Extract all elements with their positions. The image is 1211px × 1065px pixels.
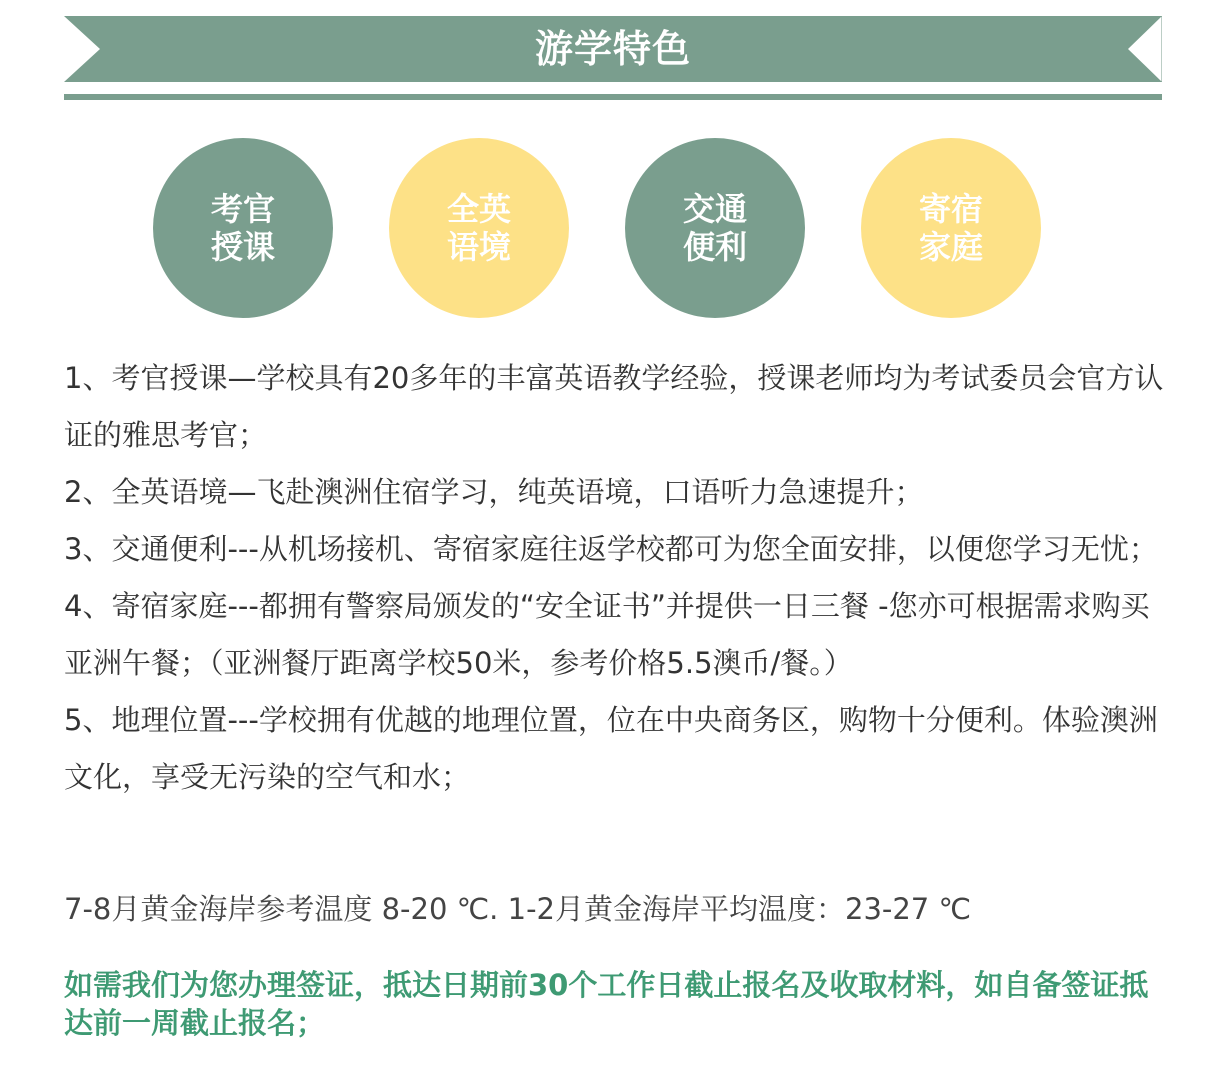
feature-circle-homestay (861, 138, 1041, 318)
paragraph-transport: 3、交通便利---从机场接机、寄宿家庭往返学校都可为您全面安排，以便您学习无忧； (64, 532, 1158, 566)
feature-label-line1: 寄宿 (918, 190, 983, 228)
paragraph-homestay: 4、寄宿家庭---都拥有警察局颁发的“安全证书”并提供一日三餐 -您亦可根据需求购买亚洲午餐；（亚洲餐厅距离学校50米，参考价格5.5澳币/餐。） (64, 589, 1150, 680)
section-title: 游学特色 (534, 27, 691, 71)
feature-label-line2: 家庭 (918, 228, 983, 266)
section-banner (64, 16, 1162, 82)
feature-label-line1: 全英 (446, 190, 511, 228)
feature-label-line1: 考官 (210, 190, 275, 228)
feature-circle-examiner (153, 138, 333, 318)
temperature-info: 7-8月黄金海岸参考温度 8-20 ℃. 1-2月黄金海岸平均温度：23-27 ℃ (64, 892, 972, 926)
feature-description-list (64, 350, 1174, 806)
visa-notice: 如需我们为您办理签证，抵达日期前30个工作日截止报名及收取材料，如自备签证抵达前一周截止报名； (64, 968, 1149, 1040)
feature-label-line2: 语境 (446, 228, 511, 266)
paragraph-examiner: 1、考官授课—学校具有20多年的丰富英语教学经验，授课老师均为考试委员会官方认证的雅思考官； (64, 361, 1164, 452)
feature-label-line2: 便利 (682, 228, 747, 266)
feature-label-line2: 授课 (210, 228, 275, 266)
feature-circle-transport (625, 138, 805, 318)
banner-divider (64, 94, 1162, 100)
paragraph-english: 2、全英语境—飞赴澳洲住宿学习，纯英语境，口语听力急速提升； (64, 475, 924, 509)
feature-label-line1: 交通 (682, 190, 747, 228)
feature-circle-english (389, 138, 569, 318)
paragraph-location: 5、地理位置---学校拥有优越的地理位置，位在中央商务区，购物十分便利。体验澳洲文化，享受无污染的空气和水； (64, 703, 1158, 794)
